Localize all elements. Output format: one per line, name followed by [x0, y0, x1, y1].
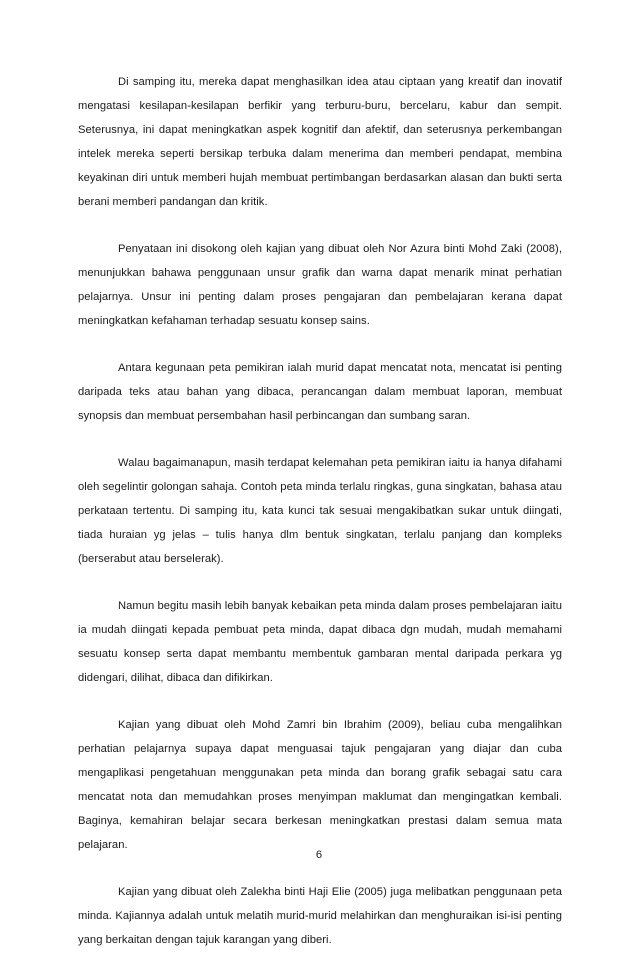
paragraph-5: Namun begitu masih lebih banyak kebaikan peta minda dalam proses pembelajaran iaitu ia mudah diingati kepada pembuat peta minda, dapat dibaca dgn mudah, mudah memahami sesuatu konsep serta dapat membantu membentuk gambaran mental daripada perkara yg didengari, dilihat, dibaca dan difikirkan.: [78, 600, 562, 684]
paragraph-6: Kajian yang dibuat oleh Mohd Zamri bin Ibrahim (2009), beliau cuba mengalihkan perhatian pelajarnya supaya dapat menguasai tajuk pengajaran yang diajar dan cuba mengaplikasi pengetahuan menggunakan peta minda dan borang grafik sebagai satu cara mencatat nota dan memudahkan proses menyimpan maklumat dan mengingatkan kembali. Baginya, kemahiran belajar secara berkesan meningkatkan prestasi dalam semua mata pelajaran.: [78, 719, 562, 851]
paragraph-7: Kajian yang dibuat oleh Zalekha binti Haji Elie (2005) juga melibatkan penggunaan peta minda. Kajiannya adalah untuk melatih murid-murid melahirkan dan menghuraikan isi-isi penting yang berkaitan dengan tajuk karangan yang diberi.: [78, 886, 562, 946]
body-text: [78, 70, 562, 975]
paragraph-4: Walau bagaimanapun, masih terdapat kelemahan peta pemikiran iaitu ia hanya difahami oleh segelintir golongan sahaja. Contoh peta minda terlalu ringkas, guna singkatan, bahasa atau perkataan tertentu. Di samping itu, kata kunci tak sesuai mengakibatkan sukar untuk diingati, tiada huraian yg jelas – tulis hanya dlm bentuk singkatan, terlalu panjang dan kompleks (berserabut atau berselerak).: [78, 457, 562, 565]
paragraph-1: Di samping itu, mereka dapat menghasilkan idea atau ciptaan yang kreatif dan inovatif mengatasi kesilapan-kesilapan berfikir yang terburu-buru, bercelaru, kabur dan sempit. Seterusnya, ini dapat meningkatkan aspek kognitif dan afektif, dan seterusnya perkembangan intelek mereka seperti bersikap terbuka dalam menerima dan memberi pendapat, membina keyakinan diri untuk memberi hujah membuat pertimbangan berdasarkan alasan dan bukti serta berani memberi pandangan dan kritik.: [78, 76, 562, 208]
page-number: 6: [315, 849, 323, 861]
paragraph-3: Antara kegunaan peta pemikiran ialah murid dapat mencatat nota, mencatat isi penting daripada teks atau bahan yang dibaca, perancangan dalam membuat laporan, membuat synopsis dan membuat persembahan hasil perbincangan dan sumbang saran.: [78, 362, 562, 422]
paragraph-2: Penyataan ini disokong oleh kajian yang dibuat oleh Nor Azura binti Mohd Zaki (2008), menunjukkan bahawa penggunaan unsur grafik dan warna dapat menarik minat perhatian pelajarnya. Unsur ini penting dalam proses pengajaran dan pembelajaran kerana dapat meningkatkan kefahaman terhadap sesuatu konsep sains.: [78, 243, 562, 327]
